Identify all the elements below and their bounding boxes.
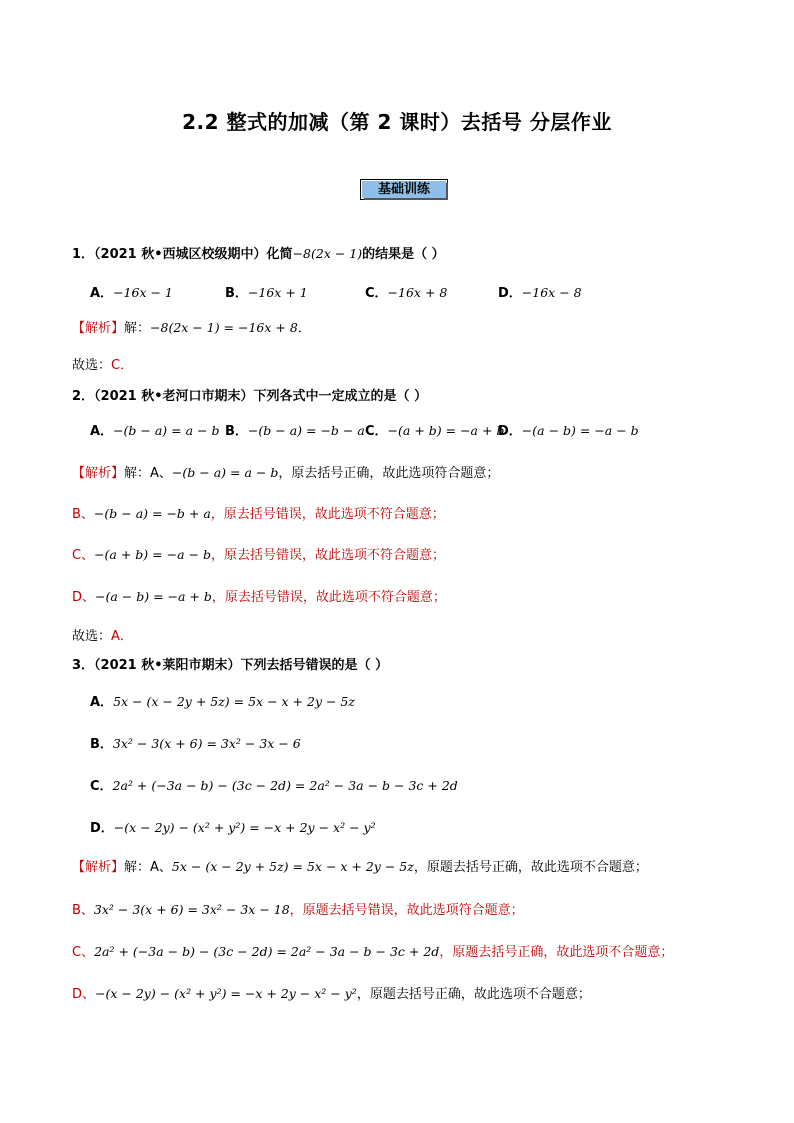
section-badge	[360, 179, 448, 200]
q3-option-a: A．5x − (x − 2y + 5z) = 5x − x + 2y − 5z	[90, 694, 355, 710]
q1-stem-suffix: 的结果是（ ）	[362, 247, 445, 262]
q1-stem-expr: −8(2x − 1)	[292, 246, 363, 261]
q2-analysis-line-2: B、−(b − a) = −b + a，原去括号错误，故此选项不符合题意；	[72, 506, 445, 522]
q1-stem-prefix: 1．（2021 秋•西城区校级期中）化简	[72, 247, 293, 262]
q1-option-b: B．−16x + 1	[225, 285, 308, 301]
q2-analysis-line-1: 【解析】解：A、−(b − a) = a − b，原去括号正确，故此选项符合题意；	[72, 465, 500, 481]
page-title: 2.2 整式的加减（第 2 课时）去括号 分层作业	[182, 110, 612, 134]
question-1-stem	[72, 243, 445, 262]
q1-analysis: 【解析】解：−8(2x − 1) = −16x + 8．	[72, 320, 311, 336]
section-label: 基础训练	[362, 181, 446, 198]
analysis-tag: 【解析】	[72, 321, 125, 336]
q2-option-d: D．−(a − b) = −a − b	[498, 423, 639, 439]
q2-option-c: C．−(a + b) = −a + b	[365, 423, 505, 439]
q3-analysis-line-2: B、3x² − 3(x + 6) = 3x² − 3x − 18，原题去括号错误，故此选项符合题意；	[72, 902, 524, 918]
q3-option-b: B．3x² − 3(x + 6) = 3x² − 3x − 6	[90, 736, 301, 752]
analysis-tag: 【解析】	[72, 466, 125, 481]
q1-answer: 故选：C．	[72, 358, 134, 373]
q3-option-d: D．−(x − 2y) − (x² + y²) = −x + 2y − x² − y²	[90, 820, 376, 836]
q1-option-a: A．−16x − 1	[90, 285, 173, 301]
q3-analysis-line-4: D、−(x − 2y) − (x² + y²) = −x + 2y − x² − y²，原题去括号正确，故此选项不合题意；	[72, 986, 591, 1002]
q2-analysis-line-3: C、−(a + b) = −a − b，原去括号错误，故此选项不符合题意；	[72, 547, 445, 563]
question-2-stem: 2．（2021 秋•老河口市期末）下列各式中一定成立的是（ ）	[72, 389, 428, 404]
q1-option-d: D．−16x − 8	[498, 285, 582, 301]
analysis-tag: 【解析】	[72, 860, 125, 875]
q2-analysis-line-4: D、−(a − b) = −a + b，原去括号错误，故此选项不符合题意；	[72, 589, 446, 605]
q2-option-b: B．−(b − a) = −b − a	[225, 423, 365, 439]
question-3-stem: 3．（2021 秋•莱阳市期末）下列去括号错误的是（ ）	[72, 658, 389, 673]
q3-analysis-line-1: 【解析】解：A、5x − (x − 2y + 5z) = 5x − x + 2y − 5z，原题去括号正确，故此选项不合题意；	[72, 859, 648, 875]
q3-analysis-line-3: C、2a² + (−3a − b) − (3c − 2d) = 2a² − 3a − b − 3c + 2d，原题去括号正确，故此选项不合题意；	[72, 944, 674, 960]
q2-answer: 故选：A．	[72, 629, 133, 644]
q3-option-c: C．2a² + (−3a − b) − (3c − 2d) = 2a² − 3a − b − 3c + 2d	[90, 778, 458, 794]
q1-option-c: C．−16x + 8	[365, 285, 448, 301]
q2-option-a: A．−(b − a) = a − b	[90, 423, 220, 439]
